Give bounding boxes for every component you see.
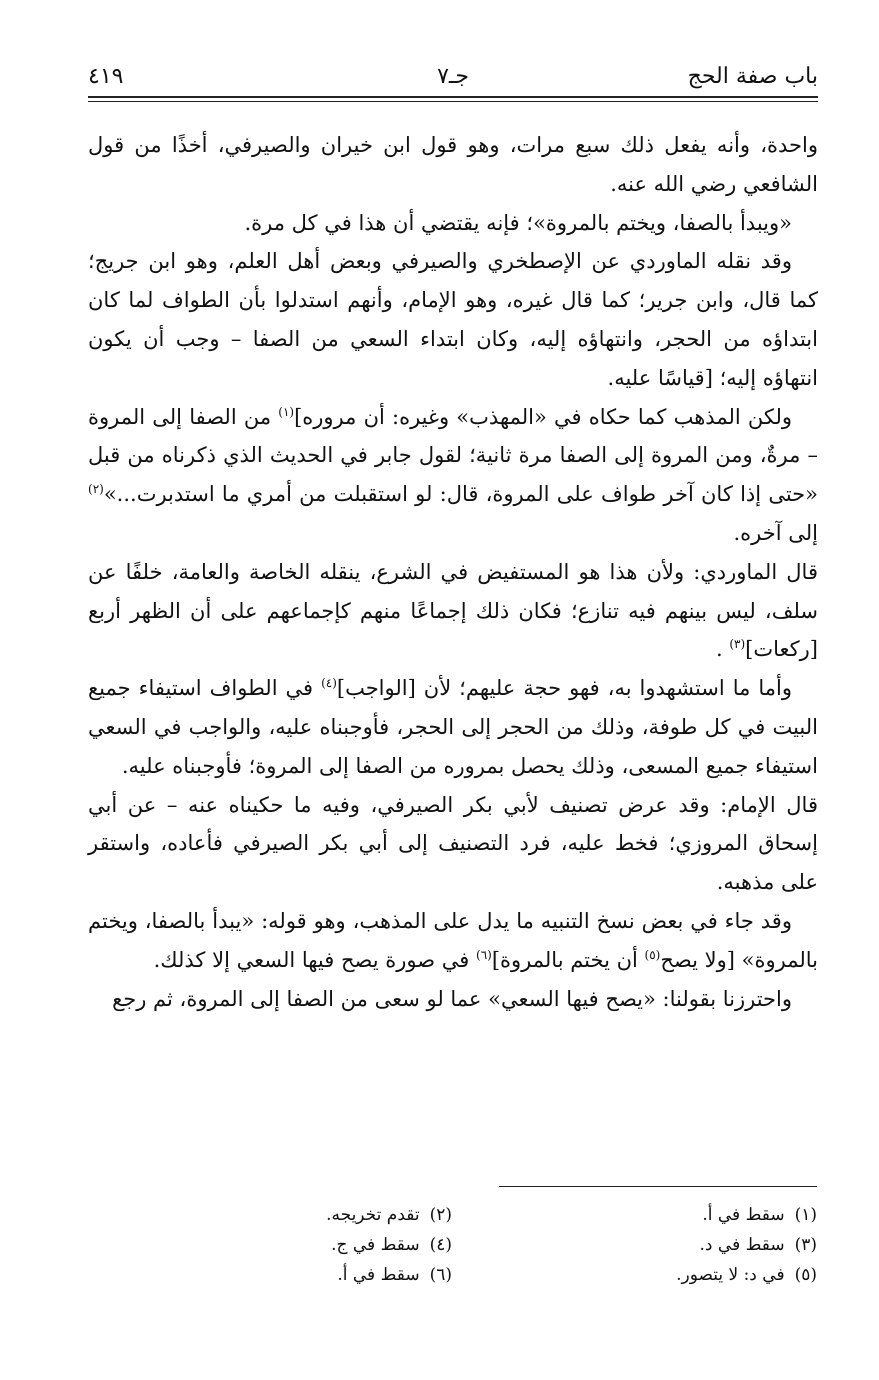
paragraph: قال الماوردي: ولأن هذا هو المستفيض في الشرع، ينقله الخاصة والعامة، خلفًا عن سلف، ليس بينهم فيه تنازع؛ فكان ذلك إجماعًا منهم كإجماعهم على أن الظهر أربع [ركعات]$^{(٣)}$ . <box>88 559 818 662</box>
footnote-ref: (٢) <box>88 482 104 497</box>
paragraph: واحدة، وأنه يفعل ذلك سبع مرات، وهو قول ابن خيران والصيرفي، أخذًا من قول الشافعي رضي الله عنه. <box>88 133 818 196</box>
footnote-ref: (٥) <box>644 947 661 962</box>
paragraph: قال الإمام: وقد عرض تصنيف لأبي بكر الصيرفي، وفيه ما حكيناه عنه – عن أبي إسحاق المروزي؛ فخط عليه، فرد التصنيف إلى أبي بكر الصيرفي فأعاده، واستقر على مذهبه. <box>88 792 818 895</box>
header-rule-thin <box>88 101 818 102</box>
footnote <box>117 1230 452 1260</box>
footnote-text: سقط في ج. <box>331 1235 420 1255</box>
paragraph: واحترزنا بقولنا: «يصح فيها السعي» عما لو سعى من الصفا إلى المروة، ثم رجع <box>112 986 792 1011</box>
chapter-title: باب صفة الحج <box>687 64 818 89</box>
footnote-text: سقط في أ. <box>702 1205 785 1225</box>
footnote-text: سقط في أ. <box>337 1265 420 1285</box>
footnote <box>482 1230 817 1260</box>
header-rule-thick <box>88 96 818 98</box>
footnote-number: (٣) <box>794 1235 817 1255</box>
footnote <box>117 1200 452 1230</box>
footnote-ref: (٦) <box>476 947 492 962</box>
page-number: ٤١٩ <box>88 64 124 89</box>
footnote-ref: (٤) <box>321 676 337 691</box>
footnotes <box>117 1200 817 1290</box>
paragraph: وقد جاء في بعض نسخ التنبيه ما يدل على المذهب، وهو قوله: «يبدأ بالصفا، ويختم بالمروة» [ولا يصح$^{(٥)}$ أن يختم بالمروة]$^{(٦)}$ في صورة يصح فيها السعي إلا كذلك. <box>88 908 818 972</box>
running-header <box>88 62 818 92</box>
footnote-separator <box>499 1186 817 1187</box>
paragraph: وأما ما استشهدوا به، فهو حجة عليهم؛ لأن [الواجب]$^{(٤)}$ في الطواف استيفاء جميع البيت في كل طوفة، وذلك من الحجر إلى الحجر، فأوجبناه عليه، والواجب في السعي استيفاء جميع المسعى، وذلك يحصل بمروره من الصفا إلى المروة؛ فأوجبناه عليه. <box>88 676 818 778</box>
main-text <box>88 126 818 1018</box>
footnote <box>482 1200 817 1230</box>
paragraph: وقد نقله الماوردي عن الإصطخري والصيرفي وبعض أهل العلم، وهو ابن جريج؛ كما قال، وابن جرير؛ كما قال غيره، وهو الإمام، وأنهم استدلوا بأن الطواف لما كان ابتداؤه من الحجر، وانتهاؤه إليه، وكان ابتداء السعي من الصفا – وجب أن يكون انتهاؤه إليه؛ [قياسًا عليه. <box>88 249 818 390</box>
paragraph: ولكن المذهب كما حكاه في «المهذب» وغيره: أن مروره]$^{(١)}$ من الصفا إلى المروة – مرةٌ، ومن المروة إلى الصفا مرة ثانية؛ لقول جابر في الحديث الذي ذكرناه من قبل «حتى إذا كان آخر طواف على المروة، قال: لو استقبلت من أمري ما استدبرت...»$^{(٢)}$ إلى آخره. <box>88 404 818 545</box>
footnote-text: تقدم تخريجه. <box>326 1205 420 1225</box>
paragraph: «ويبدأ بالصفا، ويختم بالمروة»؛ فإنه يقتضي أن هذا في كل مرة. <box>244 210 792 235</box>
footnote-ref: (٣) <box>729 637 746 652</box>
footnote-text: في د: لا يتصور. <box>676 1265 785 1285</box>
footnote-ref: (١) <box>278 404 295 419</box>
footnote <box>482 1260 817 1290</box>
footnote-number: (٢) <box>429 1205 452 1225</box>
footnote-number: (٥) <box>794 1265 817 1285</box>
footnote <box>117 1260 452 1290</box>
footnote-text: سقط في د. <box>699 1235 785 1255</box>
volume-label: جـ٧ <box>437 64 469 89</box>
footnote-number: (٤) <box>429 1235 452 1255</box>
footnote-number: (٦) <box>429 1265 452 1285</box>
footnote-number: (١) <box>794 1205 817 1225</box>
